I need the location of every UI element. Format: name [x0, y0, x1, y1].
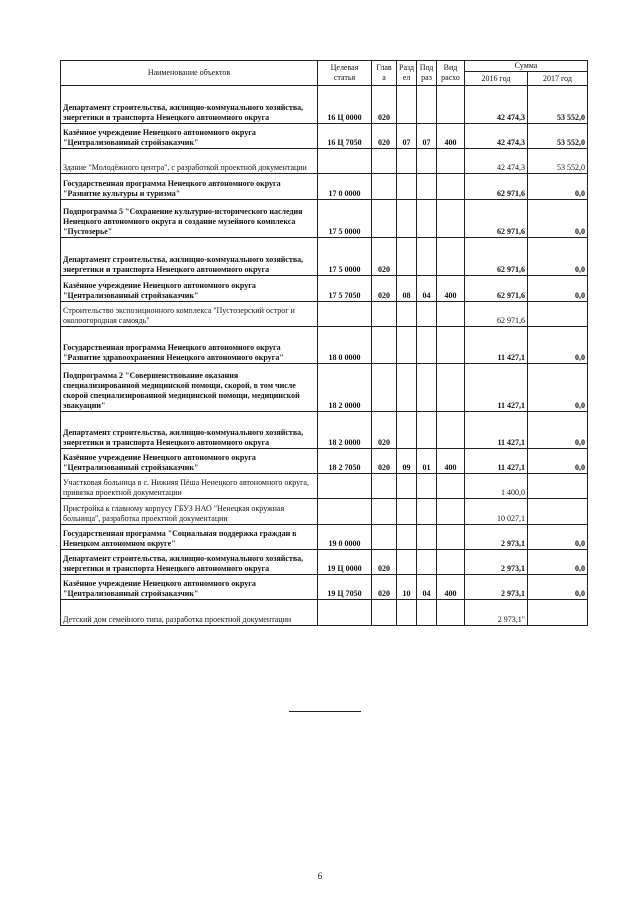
table-row	[61, 550, 588, 575]
cell-expense-type	[437, 474, 465, 499]
cell-expense-type	[437, 302, 465, 327]
cell-subsection: 04	[417, 575, 437, 600]
cell-section	[397, 86, 417, 124]
cell-section	[397, 200, 417, 238]
cell-sum-2017: 0,0	[528, 449, 588, 474]
cell-target-article: 19 Ц 0000	[318, 550, 372, 575]
budget-table	[60, 60, 588, 626]
cell-expense-type	[437, 600, 465, 626]
cell-expense-type: 400	[437, 575, 465, 600]
cell-sum-2016: 2 973,1	[465, 550, 528, 575]
cell-expense-type	[437, 525, 465, 550]
cell-target-article: 17 5 0000	[318, 238, 372, 276]
table-row	[61, 238, 588, 276]
cell-expense-type	[437, 200, 465, 238]
cell-subsection: 01	[417, 449, 437, 474]
cell-target-article: 18 0 0000	[318, 327, 372, 364]
cell-chapter	[372, 600, 397, 626]
cell-chapter	[372, 327, 397, 364]
cell-sum-2017: 0,0	[528, 364, 588, 412]
cell-section	[397, 238, 417, 276]
cell-subsection	[417, 302, 437, 327]
cell-target-article: 19 0 0000	[318, 525, 372, 550]
cell-sum-2016: 42 474,3	[465, 124, 528, 149]
header-expense-type: Вид расхо	[437, 61, 465, 86]
header-subsection: Под раз	[417, 61, 437, 86]
header-name: Наименование объектов	[61, 61, 318, 86]
cell-subsection	[417, 600, 437, 626]
table-row	[61, 174, 588, 200]
cell-subsection: 04	[417, 276, 437, 302]
cell-chapter: 020	[372, 575, 397, 600]
cell-sum-2016: 10 027,1	[465, 499, 528, 525]
cell-sum-2017	[528, 499, 588, 525]
cell-sum-2016: 42 474,3	[465, 149, 528, 174]
cell-subsection	[417, 327, 437, 364]
header-sum: Сумма	[465, 61, 588, 72]
cell-expense-type	[437, 550, 465, 575]
cell-name: Департамент строительства, жилищно-коммунального хозяйства, энергетики и транспорта Ненецкого автономного округа	[61, 412, 318, 449]
cell-sum-2016: 11 427,1	[465, 412, 528, 449]
table-row	[61, 525, 588, 550]
cell-section	[397, 499, 417, 525]
cell-chapter	[372, 499, 397, 525]
cell-section	[397, 412, 417, 449]
cell-name: Департамент строительства, жилищно-коммунального хозяйства, энергетики и транспорта Ненецкого автономного округа	[61, 238, 318, 276]
cell-chapter: 020	[372, 124, 397, 149]
table-row	[61, 124, 588, 149]
table-row	[61, 149, 588, 174]
cell-section	[397, 149, 417, 174]
cell-expense-type: 400	[437, 276, 465, 302]
cell-sum-2016: 62 971,6	[465, 238, 528, 276]
cell-chapter: 020	[372, 550, 397, 575]
cell-section	[397, 550, 417, 575]
cell-sum-2017	[528, 302, 588, 327]
cell-expense-type: 400	[437, 449, 465, 474]
cell-sum-2017: 53 552,0	[528, 86, 588, 124]
cell-chapter: 020	[372, 412, 397, 449]
cell-subsection	[417, 238, 437, 276]
cell-expense-type	[437, 174, 465, 200]
table-body	[61, 86, 588, 626]
header-chapter: Глав а	[372, 61, 397, 86]
table-row	[61, 86, 588, 124]
cell-chapter	[372, 200, 397, 238]
cell-chapter: 020	[372, 238, 397, 276]
cell-sum-2016: 62 971,6	[465, 302, 528, 327]
cell-expense-type	[437, 364, 465, 412]
cell-name: Подпрограмма 2 "Совершенствование оказания специализированной медицинской помощи, скорой, в том числе скорой специализированной медицинской помощи, медицинской эвакуации"	[61, 364, 318, 412]
cell-subsection	[417, 550, 437, 575]
cell-sum-2017: 0,0	[528, 550, 588, 575]
cell-chapter: 020	[372, 86, 397, 124]
cell-sum-2016: 11 427,1	[465, 364, 528, 412]
cell-subsection	[417, 200, 437, 238]
cell-name: Строительство экспозиционного комплекса "Пустозерский острог и околоогородная самоядь"	[61, 302, 318, 327]
cell-subsection	[417, 364, 437, 412]
header-year-2017: 2017 год	[528, 72, 588, 86]
cell-section	[397, 525, 417, 550]
cell-section	[397, 174, 417, 200]
cell-sum-2016: 2 973,1"	[465, 600, 528, 626]
cell-target-article	[318, 600, 372, 626]
cell-target-article	[318, 499, 372, 525]
cell-target-article	[318, 149, 372, 174]
cell-target-article: 19 Ц 7050	[318, 575, 372, 600]
cell-sum-2017: 0,0	[528, 327, 588, 364]
cell-chapter: 020	[372, 449, 397, 474]
cell-section: 07	[397, 124, 417, 149]
cell-name: Государственная программа "Социальная поддержка граждан в Ненецком автономном округе"	[61, 525, 318, 550]
cell-target-article	[318, 474, 372, 499]
cell-section	[397, 600, 417, 626]
cell-target-article: 17 0 0000	[318, 174, 372, 200]
cell-sum-2017: 0,0	[528, 200, 588, 238]
table-row	[61, 600, 588, 626]
cell-target-article: 18 2 0000	[318, 412, 372, 449]
cell-target-article	[318, 302, 372, 327]
cell-expense-type	[437, 499, 465, 525]
cell-name: Участковая больница в с. Нижняя Пёша Ненецкого автономного округа, привязка проектной документации	[61, 474, 318, 499]
cell-section	[397, 364, 417, 412]
table-row	[61, 276, 588, 302]
cell-target-article: 17 5 0000	[318, 200, 372, 238]
cell-name: Казённое учреждение Ненецкого автономного округа "Централизованный стройзаказчик"	[61, 276, 318, 302]
cell-sum-2017: 0,0	[528, 525, 588, 550]
cell-name: Департамент строительства, жилищно-коммунального хозяйства, энергетики и транспорта Ненецкого автономного округа	[61, 550, 318, 575]
cell-name: Пристройка к главному корпусу ГБУЗ НАО "Ненецкая окружная больница", разработка проектной документации	[61, 499, 318, 525]
cell-expense-type	[437, 412, 465, 449]
table-row	[61, 200, 588, 238]
table-row	[61, 327, 588, 364]
table-row	[61, 474, 588, 499]
cell-sum-2016: 1 400,0	[465, 474, 528, 499]
cell-sum-2016: 62 971,6	[465, 174, 528, 200]
table-row	[61, 499, 588, 525]
header-article: Целевая статья	[318, 61, 372, 86]
table-row	[61, 302, 588, 327]
cell-subsection	[417, 474, 437, 499]
header-section: Разд ел	[397, 61, 417, 86]
cell-section: 10	[397, 575, 417, 600]
cell-expense-type: 400	[437, 124, 465, 149]
cell-name: Департамент строительства, жилищно-коммунального хозяйства, энергетики и транспорта Ненецкого автономного округа	[61, 86, 318, 124]
header-year-2016: 2016 год	[465, 72, 528, 86]
page-number: 6	[317, 871, 323, 881]
cell-subsection	[417, 525, 437, 550]
table-header	[61, 61, 588, 86]
cell-name: Государственная программа Ненецкого автономного округа "Развитие культуры и туризма"	[61, 174, 318, 200]
cell-target-article: 17 5 7050	[318, 276, 372, 302]
cell-subsection	[417, 412, 437, 449]
cell-name: Казённое учреждение Ненецкого автономного округа "Централизованный стройзаказчик"	[61, 575, 318, 600]
cell-expense-type	[437, 86, 465, 124]
cell-sum-2016: 11 427,1	[465, 327, 528, 364]
cell-chapter	[372, 525, 397, 550]
cell-subsection	[417, 174, 437, 200]
cell-name: Здание "Молодёжного центра", с разработкой проектной документации	[61, 149, 318, 174]
table-row	[61, 575, 588, 600]
cell-sum-2017: 0,0	[528, 575, 588, 600]
cell-subsection: 07	[417, 124, 437, 149]
cell-target-article: 16 Ц 7050	[318, 124, 372, 149]
cell-name: Государственная программа Ненецкого автономного округа "Развитие здравоохранения Ненецкого автономного округа"	[61, 327, 318, 364]
cell-name: Казённое учреждение Ненецкого автономного округа "Централизованный стройзаказчик"	[61, 449, 318, 474]
cell-name: Казённое учреждение Ненецкого автономного округа "Централизованный стройзаказчик"	[61, 124, 318, 149]
cell-target-article: 16 Ц 0000	[318, 86, 372, 124]
cell-chapter	[372, 364, 397, 412]
cell-section	[397, 327, 417, 364]
cell-section: 09	[397, 449, 417, 474]
cell-section	[397, 474, 417, 499]
cell-subsection	[417, 86, 437, 124]
cell-sum-2017: 0,0	[528, 276, 588, 302]
table-row	[61, 449, 588, 474]
cell-name: Подпрограмма 5 "Сохранение культурно-исторического наследия Ненецкого автономного округа и создание музейного комплекса "Пустозерье"	[61, 200, 318, 238]
cell-target-article: 18 2 0000	[318, 364, 372, 412]
cell-chapter	[372, 302, 397, 327]
cell-sum-2017: 0,0	[528, 174, 588, 200]
cell-chapter	[372, 474, 397, 499]
cell-subsection	[417, 499, 437, 525]
cell-chapter	[372, 174, 397, 200]
cell-sum-2017: 53 552,0	[528, 124, 588, 149]
cell-subsection	[417, 149, 437, 174]
cell-sum-2017	[528, 600, 588, 626]
cell-target-article: 18 2 7050	[318, 449, 372, 474]
cell-sum-2016: 62 971,6	[465, 276, 528, 302]
cell-expense-type	[437, 149, 465, 174]
cell-section	[397, 302, 417, 327]
cell-expense-type	[437, 238, 465, 276]
table-row	[61, 412, 588, 449]
end-divider-line	[289, 711, 361, 712]
table-row	[61, 364, 588, 412]
cell-expense-type	[437, 327, 465, 364]
cell-sum-2017	[528, 474, 588, 499]
cell-sum-2016: 2 973,1	[465, 525, 528, 550]
cell-sum-2016: 11 427,1	[465, 449, 528, 474]
cell-sum-2017: 0,0	[528, 412, 588, 449]
cell-sum-2016: 62 971,6	[465, 200, 528, 238]
cell-section: 08	[397, 276, 417, 302]
cell-sum-2017: 53 552,0	[528, 149, 588, 174]
cell-sum-2016: 2 973,1	[465, 575, 528, 600]
cell-sum-2017: 0,0	[528, 238, 588, 276]
cell-chapter: 020	[372, 276, 397, 302]
cell-chapter	[372, 149, 397, 174]
cell-name: Детский дом семейного типа, разработка проектной документации	[61, 600, 318, 626]
cell-sum-2016: 42 474,3	[465, 86, 528, 124]
